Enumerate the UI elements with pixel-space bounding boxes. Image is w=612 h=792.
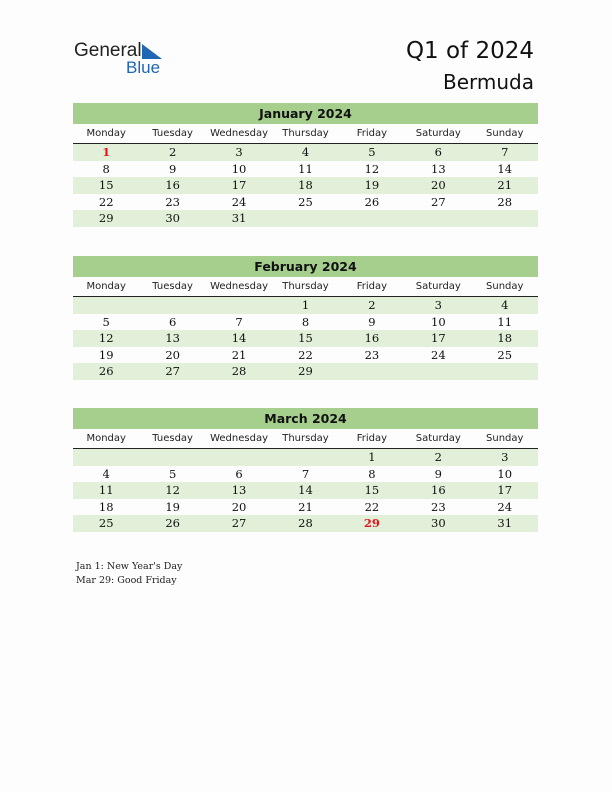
- week-row: [73, 482, 538, 499]
- day-cell: 1: [368, 450, 376, 464]
- day-cell: 1: [301, 298, 310, 312]
- day-cell: [272, 210, 338, 227]
- day-cell: 18: [98, 499, 114, 514]
- day-cell: [405, 363, 471, 380]
- day-cell: 11: [98, 483, 114, 497]
- day-cell: 7: [235, 314, 243, 329]
- week-row: [73, 363, 538, 380]
- day-cell: 23: [364, 347, 380, 362]
- day-cell: 25: [497, 347, 513, 362]
- weekday-label: Friday: [356, 433, 388, 444]
- weekday-label: Sunday: [486, 128, 524, 139]
- weekday-label: Monday: [86, 128, 126, 139]
- weekday-label: Friday: [356, 128, 388, 139]
- day-cell: [472, 210, 538, 227]
- day-cell: 8: [368, 466, 376, 481]
- day-cell: 21: [298, 499, 313, 514]
- day-cell: 26: [364, 194, 380, 209]
- day-cell: 6: [434, 145, 442, 159]
- week-row: [73, 466, 538, 483]
- week-row: [73, 449, 538, 466]
- day-cell: 9: [168, 161, 177, 176]
- day-cell: 31: [497, 516, 513, 530]
- day-cell: 18: [497, 331, 513, 345]
- week-row: [73, 177, 538, 194]
- day-cell: 27: [431, 194, 446, 209]
- day-cell: 14: [298, 483, 313, 497]
- day-cell: 10: [431, 314, 446, 329]
- day-cell: 2: [434, 450, 442, 464]
- day-cell: 14: [497, 161, 513, 176]
- holiday-note: Mar 29: Good Friday: [76, 575, 177, 586]
- month-calendar-january: [73, 103, 538, 227]
- week-row: [73, 515, 538, 532]
- weekday-label: Sunday: [486, 281, 524, 292]
- day-cell: 11: [298, 161, 313, 176]
- day-cell: 13: [231, 483, 247, 497]
- weekday-label: Saturday: [415, 128, 461, 139]
- day-cell: [405, 210, 471, 227]
- day-cell: [339, 210, 405, 227]
- day-cell: 14: [231, 331, 247, 345]
- week-row: [73, 297, 538, 314]
- day-cell: [206, 297, 272, 314]
- day-cell: 21: [231, 347, 247, 362]
- weekday-label: Saturday: [415, 281, 461, 292]
- weekday-label: Monday: [86, 281, 126, 292]
- day-cell: 27: [165, 364, 180, 378]
- day-cell: 24: [431, 347, 446, 362]
- day-cell: 12: [165, 483, 180, 497]
- day-cell: 16: [431, 483, 446, 497]
- day-cell: [73, 449, 139, 466]
- day-cell: 10: [231, 161, 247, 176]
- day-cell: 29: [363, 516, 380, 530]
- day-cell: [139, 449, 205, 466]
- day-cell: 26: [165, 516, 180, 530]
- day-cell: 25: [298, 194, 313, 209]
- weekday-label: Sunday: [486, 433, 524, 444]
- week-row: [73, 144, 538, 161]
- day-cell: [472, 363, 538, 380]
- weekday-label: Friday: [356, 281, 388, 292]
- day-cell: 13: [431, 161, 446, 176]
- day-cell: 21: [497, 178, 513, 192]
- day-cell: 24: [231, 194, 247, 209]
- day-cell: 29: [98, 211, 114, 225]
- day-cell: 8: [102, 161, 110, 176]
- month-calendar-february: [73, 256, 538, 380]
- day-cell: 2: [368, 298, 376, 312]
- day-cell: 22: [364, 499, 380, 514]
- day-cell: 19: [364, 178, 380, 192]
- day-cell: 17: [431, 331, 446, 345]
- brand-logo: [74, 40, 161, 77]
- logo-general-text: General: [74, 40, 142, 61]
- weekday-header-row: [73, 124, 538, 144]
- day-cell: 1: [102, 145, 111, 159]
- day-cell: 20: [431, 178, 446, 192]
- day-cell: 30: [165, 211, 180, 225]
- day-cell: 15: [98, 178, 114, 192]
- day-cell: 12: [98, 331, 114, 345]
- weekday-label: Wednesday: [210, 128, 268, 139]
- week-row: [73, 347, 538, 364]
- day-cell: 3: [501, 450, 509, 464]
- page-title: Q1 of 2024: [405, 38, 534, 64]
- week-row: [73, 161, 538, 178]
- week-row: [73, 194, 538, 211]
- day-cell: 26: [98, 364, 114, 378]
- day-cell: 2: [168, 145, 177, 159]
- month-title: March 2024: [73, 408, 538, 429]
- day-cell: 11: [497, 314, 513, 329]
- day-cell: 4: [501, 298, 509, 312]
- day-cell: 7: [301, 466, 310, 481]
- holiday-notes: [76, 560, 182, 588]
- day-cell: 15: [364, 483, 380, 497]
- day-cell: 5: [168, 466, 177, 481]
- day-cell: 8: [301, 314, 310, 329]
- week-row: [73, 499, 538, 516]
- month-calendar-march: [73, 408, 538, 532]
- day-cell: 20: [231, 499, 247, 514]
- month-title: February 2024: [73, 256, 538, 277]
- logo-blue-text: Blue: [126, 58, 161, 77]
- day-cell: 17: [231, 178, 247, 192]
- day-cell: [339, 363, 405, 380]
- weekday-label: Wednesday: [210, 433, 268, 444]
- week-row: [73, 210, 538, 227]
- week-row: [73, 330, 538, 347]
- day-cell: 3: [434, 298, 442, 312]
- day-cell: 5: [102, 314, 110, 329]
- day-cell: 28: [231, 364, 247, 378]
- day-cell: 19: [98, 347, 114, 362]
- day-cell: 10: [497, 466, 513, 481]
- day-cell: 3: [235, 145, 243, 159]
- week-row: [73, 314, 538, 331]
- day-cell: 28: [298, 516, 313, 530]
- weekday-label: Tuesday: [152, 281, 193, 292]
- day-cell: 27: [231, 516, 247, 530]
- holiday-note: Jan 1: New Year's Day: [76, 561, 183, 572]
- country-name: Bermuda: [442, 70, 534, 94]
- day-cell: 23: [165, 194, 180, 209]
- day-cell: 15: [298, 331, 313, 345]
- day-cell: 30: [431, 516, 446, 530]
- day-cell: 16: [165, 178, 180, 192]
- weekday-label: Thursday: [282, 281, 329, 292]
- weekday-label: Saturday: [415, 433, 461, 444]
- day-cell: 12: [364, 161, 380, 176]
- day-cell: 24: [497, 499, 513, 514]
- day-cell: 18: [298, 178, 313, 192]
- day-cell: 28: [497, 194, 513, 209]
- day-cell: 4: [301, 145, 310, 159]
- day-cell: 25: [98, 516, 114, 530]
- weekday-label: Tuesday: [152, 433, 193, 444]
- day-cell: 23: [431, 499, 446, 514]
- day-cell: 4: [102, 466, 110, 481]
- day-cell: 22: [98, 194, 114, 209]
- day-cell: 16: [364, 331, 380, 345]
- day-cell: 9: [434, 466, 442, 481]
- day-cell: 9: [368, 314, 376, 329]
- weekday-header-row: [73, 429, 538, 449]
- day-cell: 29: [298, 364, 313, 378]
- day-cell: 22: [298, 347, 313, 362]
- day-cell: 19: [165, 499, 180, 514]
- day-cell: 20: [165, 347, 180, 362]
- day-cell: 31: [231, 211, 247, 225]
- day-cell: [139, 297, 205, 314]
- day-cell: 7: [501, 145, 509, 159]
- weekday-label: Thursday: [282, 128, 329, 139]
- day-cell: [272, 449, 338, 466]
- day-cell: 13: [165, 331, 180, 345]
- weekday-header-row: [73, 277, 538, 297]
- day-cell: 6: [168, 314, 177, 329]
- day-cell: 6: [235, 466, 243, 481]
- weekday-label: Wednesday: [210, 281, 268, 292]
- weekday-label: Thursday: [282, 433, 329, 444]
- day-cell: 17: [497, 483, 513, 497]
- month-title: January 2024: [73, 103, 538, 124]
- weekday-label: Monday: [86, 433, 126, 444]
- day-cell: [206, 449, 272, 466]
- weekday-label: Tuesday: [152, 128, 193, 139]
- day-cell: [73, 297, 139, 314]
- day-cell: 5: [368, 145, 376, 159]
